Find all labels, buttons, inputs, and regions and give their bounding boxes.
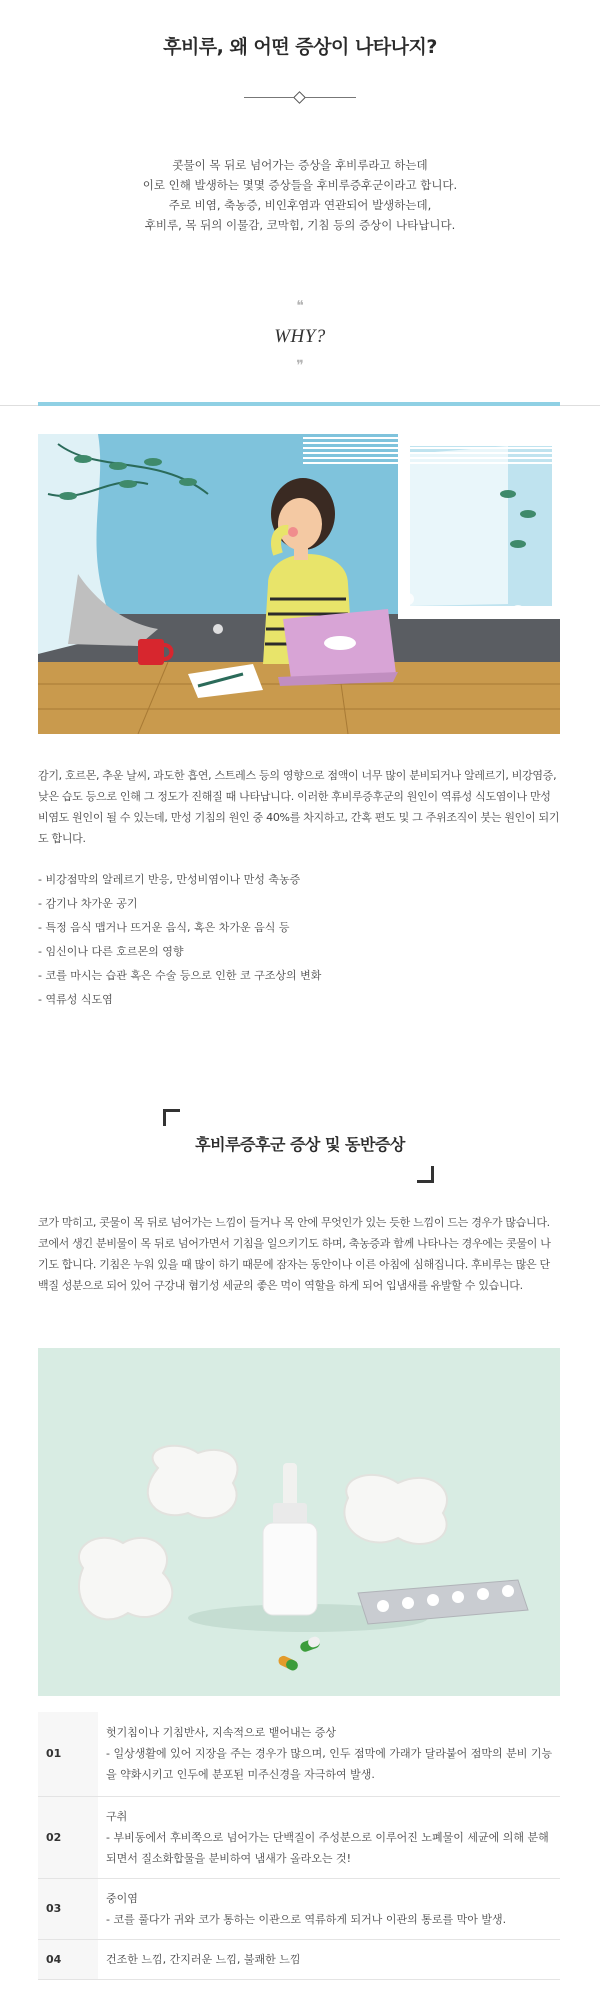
woman-at-desk-illustration xyxy=(38,434,560,734)
row-number: 02 xyxy=(38,1796,98,1878)
table-row xyxy=(38,1878,560,1939)
cause-paragraph: 감기, 호르몬, 추운 날씨, 과도한 흡연, 스트레스 등의 영향으로 점액이 너무 많이 분비되거나 알레르기, 비강염증, 낮은 습도 등으로 인해 그 정도가 진해질 때 나타납니다. 이러한 후비루증후군의 원인이 역류성 식도염이나 만성 비염도 원인이 될 수 있는데, 만성 기침의 원인 중 40%를 차지하고, 간혹 편도 및 그 주위조직이 붓는 원인이 되기도 합니다. xyxy=(38,769,560,845)
diamond-ornament-icon xyxy=(293,91,306,104)
row-title: 건조한 느낌, 간지러운 느낌, 불쾌한 느낌 xyxy=(106,1952,301,1966)
row-number: 04 xyxy=(38,1939,98,1979)
title-bracket-top-left xyxy=(163,1109,180,1126)
row-title: 구취 xyxy=(106,1809,128,1823)
tissues-and-medicine-photo xyxy=(38,1348,560,1696)
list-item: - 감기나 차가운 공기 xyxy=(38,897,138,910)
table-row xyxy=(38,1796,560,1878)
section-title-symptoms: 후비루증후군 증상 및 동반증상 xyxy=(195,1135,405,1154)
intro-line: 콧물이 목 뒤로 넘어가는 증상을 후비루라고 하는데 xyxy=(172,158,428,172)
intro-line: 이로 인해 발생하는 몇몇 증상들을 후비루증후군이라고 합니다. xyxy=(142,178,458,192)
row-title: 헛기침이나 기침반사, 지속적으로 뱉어내는 증상 xyxy=(106,1726,337,1740)
intro-line: 주로 비염, 축농증, 비인후염과 연관되어 발생하는데, xyxy=(168,198,432,212)
row-description: - 일상생활에 있어 지장을 주는 경우가 많으며, 인두 점막에 가래가 달라붙어 점막의 분비 기능을 약화시키고 인두에 분포된 미주신경을 자극하여 발생. xyxy=(106,1747,553,1782)
list-item: - 역류성 식도염 xyxy=(38,993,113,1006)
open-quote-icon: ❝ xyxy=(296,298,304,314)
title-divider xyxy=(244,92,356,104)
list-item: - 코를 마시는 습관 혹은 수술 등으로 인한 코 구조상의 변화 xyxy=(38,969,322,982)
table-row xyxy=(38,1712,560,1796)
row-description: - 코를 풀다가 귀와 코가 통하는 이관으로 역류하게 되거나 이관의 통로를 막아 발생. xyxy=(106,1912,507,1926)
intro-text xyxy=(0,155,600,235)
symptoms-paragraph: 코가 막히고, 콧물이 목 뒤로 넘어가는 느낌이 들거나 목 안에 무엇인가 있는 듯한 느낌이 드는 경우가 많습니다. 코에서 생긴 분비물이 목 뒤로 넘어가면서 기침을 일으키기도 하며, 축농증과 함께 나타나는 경우에는 콧물이 나기도 합니다. 기침은 누워 있을 때 많이 하기 때문에 잠자는 동안이나 이른 아침에 심해집니다. 후비루는 많은 단백질 성분으로 되어 있어 구강내 혐기성 세균의 좋은 먹이 역할을 하게 되어 입냄새를 유발할 수 있습니다. xyxy=(38,1216,551,1292)
row-number: 01 xyxy=(38,1712,98,1796)
list-item: - 임신이나 다른 호르몬의 영향 xyxy=(38,945,184,958)
section-title-why: 후비루, 왜 어떤 증상이 나타나지? xyxy=(163,36,437,58)
row-number: 03 xyxy=(38,1878,98,1939)
list-item: - 특정 음식 맵거나 뜨거운 음식, 혹은 차가운 음식 등 xyxy=(38,921,290,934)
list-item: - 비강점막의 알레르기 반응, 만성비염이나 만성 축농증 xyxy=(38,873,301,886)
title-bracket-bottom-right xyxy=(417,1166,434,1183)
image-top-strip xyxy=(38,402,560,406)
table-row xyxy=(38,1939,560,1979)
intro-line: 후비루, 목 뒤의 이물감, 코막힘, 기침 등의 증상이 나타납니다. xyxy=(144,218,456,232)
close-quote-icon: ❞ xyxy=(296,358,304,374)
symptom-table xyxy=(38,1712,560,1980)
row-description: - 부비동에서 후비쪽으로 넘어가는 단백질이 주성분으로 이루어진 노폐물이 세균에 의해 분해 되면서 질소화합물을 분비하여 냄새가 올라오는 것! xyxy=(106,1830,549,1865)
cause-list xyxy=(38,868,560,1012)
why-heading: WHY? xyxy=(274,326,326,347)
row-title: 중이염 xyxy=(106,1891,138,1905)
